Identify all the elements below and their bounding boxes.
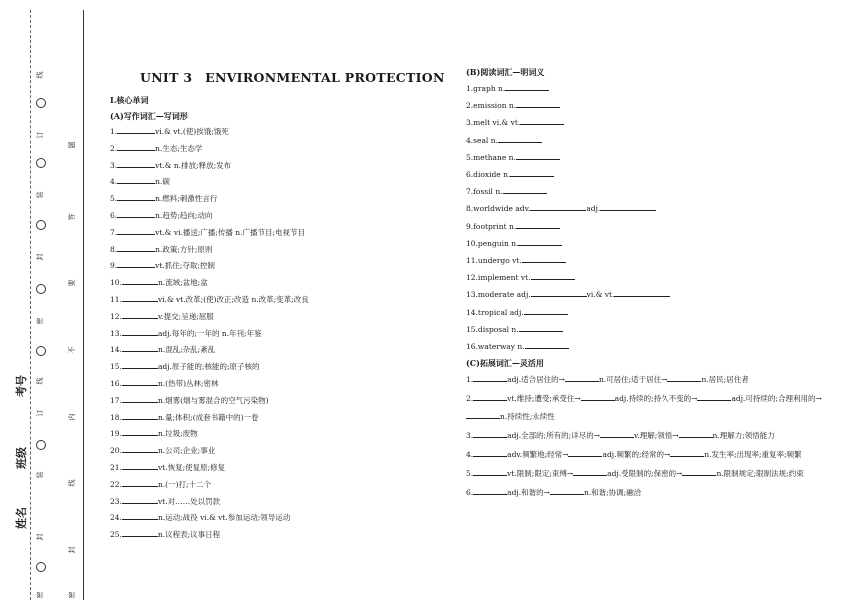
item-word-pos: vi.& vt. (586, 290, 615, 300)
vocab-item (110, 242, 440, 259)
vocab-item (466, 465, 846, 482)
writing-vocab-list (110, 124, 440, 544)
vocab-item (466, 166, 846, 183)
item-definition: v.理解;领悟→ (633, 430, 679, 440)
answer-blank[interactable] (516, 100, 560, 108)
seal-char: 封 (36, 253, 44, 261)
answer-blank[interactable] (524, 307, 568, 315)
item-definition: n.碳 (155, 177, 170, 187)
item-definition: adj.全部的;所有的;详尽的→ (507, 430, 600, 440)
item-definition: n.政策;方针;原则 (155, 244, 213, 254)
item-word: 14.tropical adj. (466, 307, 524, 317)
vocab-item (110, 258, 440, 275)
answer-blank[interactable] (122, 479, 158, 487)
item-definition: n.垃圾;废物 (157, 429, 198, 439)
item-word: 4.seal n. (466, 135, 498, 145)
item-definition: adj.原子能的;核能的;原子核的 (157, 362, 260, 372)
section-heading: (A)写作词汇—写词形 (110, 111, 188, 121)
item-definition: vt.恢复;使复原;修复 (157, 462, 226, 472)
item-definition: n.量;体积;(成套书籍中的)一卷 (157, 412, 259, 422)
item-number: 25. (110, 530, 122, 540)
page-title: UNIT 3 ENVIRONMENTAL PROTECTION (140, 70, 445, 85)
seal-char: 密 (36, 317, 44, 325)
item-number: 9. (110, 261, 118, 271)
item-word: 13.moderate adj. (466, 290, 531, 300)
item-number: 19. (110, 429, 122, 439)
answer-blank[interactable] (122, 361, 158, 369)
item-definition: adj.受限制的;保密的→ (607, 469, 683, 479)
answer-blank[interactable] (473, 449, 507, 457)
item-definition: n.限制规定;限制法规;约束 (716, 469, 804, 479)
item-definition: n.烟雾(烟与雾混合的空气污染物) (157, 395, 269, 405)
item-definition: adv.频繁地;经常→ (507, 450, 569, 460)
answer-blank[interactable] (122, 512, 158, 520)
item-number: 6. (466, 488, 474, 498)
vocab-item (110, 359, 440, 376)
seal-char: 内 (68, 413, 76, 421)
binding-line (83, 10, 84, 600)
binding-circle (36, 440, 46, 450)
item-definition: n.运动;战役 vi.& vt.参加运动;领导运动 (157, 513, 291, 523)
vocab-item (110, 410, 440, 427)
class-label: 班级 (15, 447, 28, 469)
vocab-item (110, 124, 440, 141)
answer-blank[interactable] (530, 203, 586, 211)
item-word: 16.waterway n. (466, 342, 525, 352)
answer-blank[interactable] (122, 294, 158, 302)
item-number: 11. (110, 294, 122, 304)
vocab-item (466, 80, 846, 97)
seal-char: 封 (68, 546, 76, 554)
item-definition: vi.& vt.改革;(使)改正;改造 n.改革;变革;改良 (157, 294, 309, 304)
answer-blank[interactable] (519, 324, 563, 332)
vocab-item (110, 292, 440, 309)
vocab-item (110, 326, 440, 343)
seal-char: 装 (36, 191, 44, 199)
answer-blank[interactable] (550, 487, 584, 495)
exam-number-label: 考号 (15, 375, 28, 397)
item-number: 4. (110, 177, 118, 187)
answer-blank[interactable] (122, 328, 158, 336)
answer-blank[interactable] (117, 193, 155, 201)
answer-blank[interactable] (473, 468, 507, 476)
vocab-item (110, 443, 440, 460)
item-definition: n.公司;企业;事业 (157, 446, 216, 456)
binding-circle (36, 284, 46, 294)
answer-blank[interactable] (117, 126, 155, 134)
answer-blank[interactable] (473, 374, 507, 382)
item-number: 2. (110, 143, 118, 153)
item-definition: vt.& n.排放;释放;发布 (155, 160, 232, 170)
item-number: 2. (466, 394, 474, 404)
answer-blank[interactable] (466, 411, 500, 419)
item-definition: n.趋势;趋向;动向 (155, 210, 213, 220)
item-number: 6. (110, 210, 118, 220)
answer-blank[interactable] (473, 393, 507, 401)
answer-blank[interactable] (122, 428, 158, 436)
answer-blank[interactable] (614, 289, 670, 297)
answer-blank[interactable] (679, 430, 713, 438)
item-number: 22. (110, 479, 122, 489)
answer-blank[interactable] (600, 203, 656, 211)
reading-vocab-list (466, 80, 846, 355)
answer-blank[interactable] (516, 221, 560, 229)
item-number: 1. (466, 375, 474, 385)
item-definition: v.提交;呈递;屈服 (157, 311, 214, 321)
answer-blank[interactable] (117, 160, 155, 168)
vocab-item (466, 484, 846, 501)
item-number: 23. (110, 496, 122, 506)
vocab-item (466, 321, 846, 338)
answer-blank[interactable] (568, 449, 602, 457)
item-definition: vt.限制;限定;束缚→ (507, 469, 574, 479)
item-definition: adj.适合居住的→ (507, 375, 565, 385)
item-definition: adj.频繁的;经常的→ (602, 450, 671, 460)
vocab-item (466, 371, 846, 388)
answer-blank[interactable] (522, 255, 566, 263)
answer-blank[interactable] (573, 468, 607, 476)
item-word: 10.penguin n. (466, 238, 519, 248)
item-definition: adj.可持续的;合理利用的→ (731, 394, 822, 404)
answer-blank[interactable] (600, 430, 634, 438)
answer-blank[interactable] (510, 169, 554, 177)
answer-blank[interactable] (473, 487, 507, 495)
item-definition: n.理解力;领悟能力 (712, 430, 775, 440)
seal-char: 线 (68, 479, 76, 487)
binding-circle (36, 562, 46, 572)
seal-char: 订 (36, 409, 44, 417)
vocab-item (466, 149, 846, 166)
section-heading: Ⅰ.核心单词 (110, 95, 149, 105)
item-definition: n.议程表;议事日程 (157, 530, 221, 540)
answer-blank[interactable] (581, 393, 615, 401)
item-word-pos: adj. (586, 204, 601, 214)
item-number: 7. (110, 227, 118, 237)
answer-blank[interactable] (498, 135, 542, 143)
item-word: 2.emission n. (466, 101, 517, 111)
answer-blank[interactable] (122, 378, 158, 386)
item-definition: n.流域;盆地;盆 (157, 278, 208, 288)
vocab-item (110, 191, 440, 208)
vocab-item (110, 477, 440, 494)
seal-char: 装 (36, 471, 44, 479)
item-number: 13. (110, 328, 122, 338)
answer-blank[interactable] (122, 445, 158, 453)
item-number: 3. (110, 160, 118, 170)
answer-blank[interactable] (117, 244, 155, 252)
seal-char: 线 (36, 377, 44, 385)
seal-char: 题 (68, 141, 76, 149)
vocab-item (466, 252, 846, 269)
vocab-item (466, 446, 846, 463)
item-number: 14. (110, 345, 122, 355)
name-label: 姓名 (15, 507, 28, 529)
binding-margin (0, 0, 80, 608)
item-number: 4. (466, 450, 474, 460)
item-definition: adj.和谐的→ (507, 488, 550, 498)
item-number: 21. (110, 462, 122, 472)
answer-blank[interactable] (122, 311, 158, 319)
answer-blank[interactable] (122, 462, 158, 470)
item-word: 11.undergo vt. (466, 256, 522, 266)
extended-vocab-list (466, 371, 846, 501)
section-heading: (C)拓展词汇—灵活用 (466, 358, 544, 369)
section-heading: (B)阅读词汇—明词义 (466, 67, 545, 77)
item-number: 10. (110, 278, 122, 288)
answer-blank[interactable] (117, 227, 155, 235)
answer-blank[interactable] (473, 430, 507, 438)
answer-blank[interactable] (117, 260, 155, 268)
seal-char: 密 (68, 591, 76, 599)
vocab-item (466, 114, 846, 131)
item-word: 3.melt vi.& vt. (466, 118, 521, 128)
answer-blank[interactable] (531, 272, 575, 280)
item-definition: n.(一)打;十二个 (157, 479, 212, 489)
answer-blank[interactable] (682, 468, 716, 476)
item-definition: n.生态;生态学 (155, 143, 203, 153)
seal-char: 要 (68, 279, 76, 287)
vocab-item (110, 342, 440, 359)
item-definition: adj.持续的;持久不变的→ (614, 394, 698, 404)
vocab-item (110, 309, 440, 326)
item-number: 5. (466, 469, 474, 479)
answer-blank[interactable] (667, 374, 701, 382)
answer-blank[interactable] (117, 176, 155, 184)
item-definition: vt.& vi.播送;广播;传播 n.广播节目;电视节目 (155, 227, 306, 237)
vocab-item (110, 393, 440, 410)
answer-blank[interactable] (505, 83, 549, 91)
answer-blank[interactable] (122, 395, 158, 403)
item-definition: n.持续性;永续性 (500, 411, 555, 421)
vocab-item (466, 235, 846, 252)
item-definition: n.燃料;刺激性言行 (155, 194, 218, 204)
seal-char: 不 (68, 346, 76, 354)
item-number: 16. (110, 378, 122, 388)
seal-char: 线 (36, 71, 44, 79)
binding-circle (36, 98, 46, 108)
answer-blank[interactable] (520, 117, 564, 125)
seal-char: 答 (68, 213, 76, 221)
item-number: 5. (110, 194, 118, 204)
binding-circle (36, 346, 46, 356)
binding-circle (36, 220, 46, 230)
vocab-item (466, 132, 846, 149)
answer-blank[interactable] (122, 412, 158, 420)
seal-char: 封 (36, 533, 44, 541)
answer-blank[interactable] (117, 143, 155, 151)
vocab-item (466, 304, 846, 321)
item-word: 8.worldwide adv. (466, 204, 531, 214)
item-definition: n.(热带)丛林;密林 (157, 378, 219, 388)
vocab-item (466, 200, 846, 217)
item-definition: n.居民;居住者 (701, 375, 749, 385)
vocab-item (110, 510, 440, 527)
answer-blank[interactable] (670, 449, 704, 457)
item-number: 24. (110, 513, 122, 523)
vocab-item (110, 141, 440, 158)
item-definition: vt.抓住;夺取;控制 (155, 261, 215, 271)
seal-char: 密 (36, 591, 44, 599)
item-definition: vt.对……处以罚款 (157, 496, 221, 506)
right-column (466, 66, 846, 504)
item-number: 15. (110, 362, 122, 372)
answer-blank[interactable] (525, 341, 569, 349)
answer-blank[interactable] (117, 210, 155, 218)
vocab-item (110, 225, 440, 242)
item-word: 9.footprint n. (466, 221, 517, 231)
item-word: 5.methane n. (466, 152, 516, 162)
item-word: 15.disposal n. (466, 324, 519, 334)
vocab-item (466, 269, 846, 286)
item-definition: vt.维持;遭受;承受住→ (507, 394, 581, 404)
item-definition: n.发生率;出现率;重复率;频繁 (704, 450, 802, 460)
vocab-item (110, 527, 440, 544)
left-column (110, 66, 445, 544)
item-definition: n.混乱;杂乱;紊乱 (157, 345, 216, 355)
vocab-item (466, 218, 846, 235)
item-definition: adj.每年的;一年的 n.年刊;年鉴 (157, 328, 262, 338)
seal-char: 订 (36, 131, 44, 139)
vocab-item (466, 183, 846, 200)
vocab-item (110, 158, 440, 175)
answer-blank[interactable] (697, 393, 731, 401)
answer-blank[interactable] (503, 186, 547, 194)
item-definition: n.可居住;适于居住→ (598, 375, 668, 385)
answer-blank[interactable] (122, 344, 158, 352)
answer-blank[interactable] (122, 529, 158, 537)
item-word: 6.dioxide n. (466, 170, 511, 180)
vocab-item (466, 286, 846, 303)
item-definition: n.和谐;协调;融洽 (583, 488, 642, 498)
vocab-item (110, 460, 440, 477)
vocab-item (110, 376, 440, 393)
item-number: 20. (110, 446, 122, 456)
answer-blank[interactable] (122, 277, 158, 285)
item-word: 7.fossil n. (466, 187, 503, 197)
vocab-item (466, 427, 846, 444)
vocab-item (466, 390, 846, 424)
answer-blank[interactable] (565, 374, 599, 382)
item-definition: vi.& vt.(使)挨饿;饿死 (155, 127, 229, 136)
vocab-item (110, 494, 440, 511)
answer-blank[interactable] (531, 289, 587, 297)
answer-blank[interactable] (518, 238, 562, 246)
item-number: 17. (110, 395, 122, 405)
item-number: 18. (110, 412, 122, 422)
answer-blank[interactable] (516, 152, 560, 160)
item-number: 8. (110, 244, 118, 254)
item-number: 3. (466, 430, 474, 440)
answer-blank[interactable] (122, 496, 158, 504)
vocab-item (110, 275, 440, 292)
item-number: 1. (110, 127, 118, 136)
vocab-item (110, 174, 440, 191)
cut-line (30, 10, 31, 600)
item-word: 12.implement vt. (466, 273, 531, 283)
vocab-item (466, 338, 846, 355)
binding-circle (36, 158, 46, 168)
vocab-item (466, 97, 846, 114)
item-number: 12. (110, 311, 122, 321)
vocab-item (110, 208, 440, 225)
item-word: 1.graph n. (466, 84, 506, 93)
vocab-item (110, 426, 440, 443)
